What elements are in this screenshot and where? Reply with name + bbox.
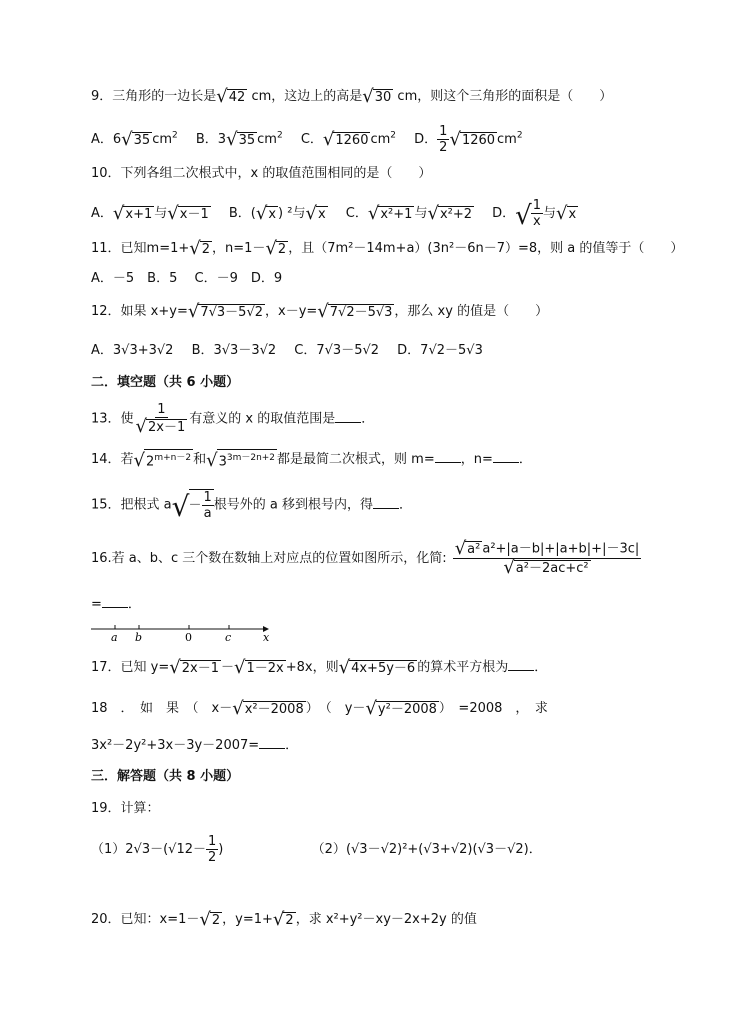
- q13-post: 有意义的 x 的取值范围是: [189, 411, 336, 427]
- q12-mid: ，x－y=: [265, 304, 318, 319]
- q17-end: ．: [534, 660, 548, 675]
- sqrt-y2-minus-2008: √ y²－2008: [365, 697, 437, 719]
- question-10: 10．下列各组二次根式中，x 的取值范围相同的是（ ）: [91, 166, 432, 181]
- question-17: [91, 657, 547, 679]
- sup-2: 2: [276, 130, 283, 141]
- q9-option-d-unit: cm: [497, 132, 517, 147]
- sqrt-2: √ 2: [272, 908, 294, 930]
- label-b: b: [135, 631, 143, 642]
- question-16: [91, 540, 641, 577]
- q16-pre: 16.若 a、b、c 三个数在数轴上对应点的位置如图所示，化简:: [91, 551, 447, 566]
- q19-part-1: （1）: [91, 842, 126, 857]
- sqrt-1260-c: √ 1260: [322, 128, 369, 150]
- q17-mid: －: [221, 660, 235, 675]
- q13-end: ．: [361, 411, 375, 427]
- q18-mid: ） （ y－: [305, 701, 366, 716]
- label-c: c: [225, 631, 232, 642]
- q14-mid2: ，n=: [460, 452, 493, 468]
- sup-2: 2: [172, 130, 178, 141]
- sqrt-x: √ x: [255, 202, 277, 224]
- sqrt-4x5y6: √ 4x+5y－6: [338, 656, 416, 678]
- q18-post: ） =2008 ， 求: [438, 701, 548, 716]
- answer-blank[interactable]: [259, 736, 285, 749]
- sup-2: 2: [390, 130, 397, 141]
- q10-option-b-text: ) ²与: [278, 206, 306, 221]
- q17-post: 的算术平方根为: [417, 660, 509, 675]
- question-20: [91, 909, 477, 931]
- q19-part-1-expr: 2√3－(√12－: [125, 842, 207, 857]
- q12-pre: 12．如果 x+y=: [91, 304, 188, 319]
- word-with: 与: [414, 206, 428, 221]
- section-fill-in: 二．填空题（共 6 小题）: [91, 375, 240, 390]
- question-9-options: [91, 124, 523, 155]
- q18-end: ．: [285, 738, 299, 753]
- answer-blank-m[interactable]: [435, 450, 461, 463]
- q14-pre: 14．若: [91, 452, 134, 468]
- q15-post: 根号外的 a 移到根号内，得: [213, 497, 374, 513]
- sqrt-x-plus-1: √ x+1: [112, 202, 153, 224]
- q9-option-c-unit: cm: [370, 132, 391, 147]
- q9-option-b-unit: cm: [257, 132, 277, 147]
- sqrt-x2-plus-2: √ x²+2: [427, 202, 473, 224]
- label-x: x: [263, 631, 270, 642]
- q11-post: ，且（7m²－14m+a）(3n²－6n－7）=8，则 a 的值等于（ ）: [288, 241, 684, 256]
- q12-post: ，那么 xy 的值是（ ）: [394, 304, 549, 319]
- sqrt-2: √ 2: [199, 908, 221, 930]
- q17-pre: 17．已知 y=: [91, 660, 170, 675]
- sqrt-x2-minus-2008: √ x²－2008: [232, 697, 304, 719]
- fraction-half-sqrt: $\frac{1}{2}$: [208, 834, 217, 865]
- question-16-answer: [91, 594, 141, 616]
- q16-eq: =: [91, 597, 102, 612]
- question-18: [91, 698, 548, 720]
- question-12-options: [91, 340, 483, 362]
- q16-end: ．: [127, 597, 141, 612]
- question-19-parts: [91, 834, 542, 865]
- word-with: 与: [543, 206, 557, 221]
- sqrt-neg-one-over-a: √ － $\frac{1}{a}$: [171, 490, 212, 523]
- question-14: [91, 449, 532, 471]
- sqrt-2: √ 2: [189, 237, 211, 259]
- q20-post: ，求 x²+y²－xy－2x+2y 的值: [295, 912, 477, 927]
- sqrt-xy-diff: √ 7√2－5√3: [317, 300, 393, 322]
- question-18-line2: [91, 735, 298, 757]
- sqrt-1-minus-2x: √ 1－2x: [234, 656, 284, 678]
- sqrt-3-power: √ $3^{3m-2n+2}$: [206, 450, 276, 472]
- q12-option-b: B．3√3－3√2: [191, 343, 277, 358]
- sqrt-30: √ 30: [362, 85, 392, 107]
- sqrt-2x-minus-1: √ 2x－1: [169, 656, 219, 678]
- q10-option-a: A．: [91, 206, 113, 221]
- q12-option-c: C．7√3－5√2: [294, 343, 380, 358]
- label-a: a: [111, 631, 118, 642]
- sqrt-xy-sum: √ 7√3－5√2: [187, 300, 263, 322]
- question-9: [91, 86, 612, 108]
- answer-blank[interactable]: [508, 658, 534, 671]
- sqrt-2-power: √ $2^{m+n-2}$: [133, 450, 192, 472]
- q10-option-c: C．: [345, 206, 368, 221]
- q14-mid: 和: [193, 452, 207, 468]
- section-solve: 三．解答题（共 8 小题）: [91, 769, 240, 784]
- q13-pre: 13．使: [91, 411, 134, 427]
- q20-pre: 20．已知：x=1－: [91, 912, 200, 927]
- q19-part-1-end: ): [218, 842, 224, 857]
- q20-mid: ，y=1+: [222, 912, 273, 927]
- sup-2: 2: [516, 130, 523, 141]
- q17-mid2: +8x，则: [285, 660, 339, 675]
- q10-option-d: D．: [492, 206, 516, 221]
- answer-blank[interactable]: [373, 496, 399, 509]
- q9-unit2: cm，则这个三角形的面积是（ ）: [393, 89, 613, 104]
- answer-blank[interactable]: [335, 410, 361, 423]
- sqrt-x2-plus-1: √ x²+1: [367, 202, 413, 224]
- q14-end: ．: [518, 452, 532, 468]
- q19-part-2: （2）: [311, 842, 346, 857]
- sqrt-one-over-x: √ $\frac{1}{x}$: [515, 198, 542, 231]
- number-line: [91, 620, 281, 642]
- question-13: [91, 402, 374, 436]
- q12-option-a: A．3√3+3√2: [91, 343, 174, 358]
- q11-mid: ，n=1－: [212, 241, 266, 256]
- answer-blank[interactable]: [102, 595, 128, 608]
- q15-pre: 15．把根式 a: [91, 497, 172, 513]
- q10-option-b: B．(: [228, 206, 256, 221]
- sqrt-42: √ 42: [216, 85, 246, 107]
- question-12: [91, 301, 548, 323]
- question-19: 19．计算：: [91, 801, 160, 816]
- label-zero: 0: [185, 631, 192, 642]
- q9-stem: 9．三角形的一边长是: [91, 89, 217, 104]
- q15-end: ．: [399, 497, 413, 513]
- question-11-options: A．－5 B．5 C．－9 D．9: [91, 271, 283, 286]
- word-with: 与: [154, 206, 168, 221]
- sqrt-x-minus-1: √ x－1: [167, 202, 209, 224]
- q19-part-2-expr: (√3－√2)²+(√3+√2)(√3－√2)．: [345, 842, 542, 857]
- q14-post: 都是最简二次根式，则 m=: [277, 452, 435, 468]
- q11-pre: 11．已知m=1+: [91, 241, 190, 256]
- q9-option-a: A．6: [91, 132, 122, 147]
- question-10-options: [91, 198, 578, 229]
- sqrt-35-b: √ 35: [226, 128, 256, 150]
- sqrt-x2: √ x: [305, 202, 326, 224]
- fraction-1-over-sqrt: 1 √ 2x－1: [135, 402, 186, 437]
- q9-option-a-unit: cm: [152, 132, 173, 147]
- q12-option-d: D．7√2－5√3: [397, 343, 483, 358]
- q18-text: 3x²－2y²+3x－3y－2007=: [91, 738, 260, 753]
- question-11: [91, 238, 683, 260]
- q9-unit1: cm，这边上的高是: [247, 89, 363, 104]
- q9-option-b: B．3: [195, 132, 227, 147]
- fraction-half: $\frac{1}{2}$: [439, 124, 448, 155]
- sqrt-1260-d: √ 1260: [449, 128, 496, 150]
- sqrt-2: √ 2: [265, 237, 287, 259]
- fraction-abs-over-sqrt: √ a² a²+|a－b|+|a+b|+|－3c| √ a²－2ac+c²: [454, 538, 640, 578]
- answer-blank-n[interactable]: [493, 450, 519, 463]
- sqrt-x-d: √ x: [556, 202, 577, 224]
- q9-option-d: D．: [414, 132, 438, 147]
- sqrt-35-a: √ 35: [121, 128, 151, 150]
- q18-pre: 18 ． 如 果 （ x－: [91, 701, 233, 716]
- q9-option-c: C．: [300, 132, 323, 147]
- question-15: [91, 489, 412, 521]
